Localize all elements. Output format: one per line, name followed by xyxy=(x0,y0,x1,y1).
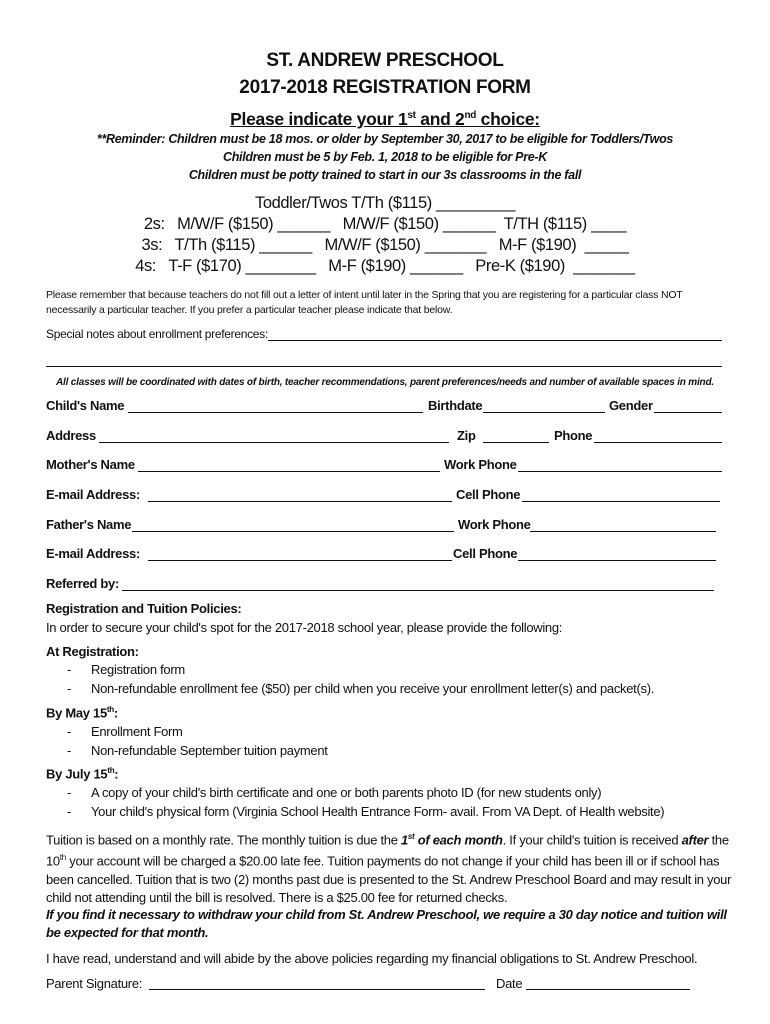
tuition-paragraph: Tuition is based on a monthly rate. The monthly tuition is due the 1st of each month. If your child's tuition is received after the 10th your account will be charged a $20.00 late fee. Tuition payments do not change if your child has been ill or if school has been cancelled. Tuition that is two (2) months past due is presented to the St. Andrew Preschool Board and may result in your child not attending until the bill is resolved. There is a $25.00 fee for returned checks. xyxy=(46,832,732,905)
at-registration-list xyxy=(67,660,654,698)
date-field[interactable] xyxy=(526,989,690,990)
father-email-label: E-mail Address: xyxy=(46,546,140,561)
child-info-row xyxy=(46,398,726,416)
birthdate-label: Birthdate xyxy=(428,398,483,413)
by-may-list xyxy=(67,722,328,760)
mother-name-field[interactable] xyxy=(138,471,440,472)
option-4s[interactable]: 4s: T-F ($170) ________ M-F ($190) ______ Pre-K ($190) _______ xyxy=(135,257,635,275)
list-item: - A copy of your child's birth certificate and one or both parents photo ID (for new students only) xyxy=(67,785,602,800)
phone-field[interactable] xyxy=(594,442,722,443)
address-field[interactable] xyxy=(99,442,449,443)
father-work-phone-field[interactable] xyxy=(530,531,716,532)
policies-heading: Registration and Tuition Policies: xyxy=(46,601,242,616)
father-name-label: Father's Name xyxy=(46,517,132,532)
list-item: - Non-refundable September tuition payment xyxy=(67,743,328,758)
withdraw-notice: If you find it necessary to withdraw your child from St. Andrew Preschool, we require a 30 day notice and tuition will be expected for that month. xyxy=(46,907,727,940)
father-email-row xyxy=(46,546,726,564)
school-name: ST. ANDREW PRESCHOOL xyxy=(266,50,504,71)
parent-signature-label: Parent Signature: xyxy=(46,976,143,991)
parent-signature-field[interactable] xyxy=(149,989,485,990)
father-email-field[interactable] xyxy=(148,560,452,561)
policies-intro: In order to secure your child's spot for the 2017-2018 school year, please provide the following: xyxy=(46,620,563,635)
at-registration-heading: At Registration: xyxy=(46,644,139,659)
child-name-label: Child's Name xyxy=(46,398,125,413)
special-notes-line-2[interactable] xyxy=(46,366,722,367)
list-item: - Non-refundable enrollment fee ($50) per child when you receive your enrollment letter(s) and packet(s). xyxy=(67,681,655,696)
mother-work-phone-field[interactable] xyxy=(518,471,722,472)
father-row xyxy=(46,517,726,535)
special-notes-label: Special notes about enrollment preferences: xyxy=(46,327,268,341)
list-item: - Registration form xyxy=(67,662,185,677)
referred-by-label: Referred by: xyxy=(46,576,119,591)
mother-row xyxy=(46,457,726,475)
all-classes-note: All classes will be coordinated with dates of birth, teacher recommendations, parent preferences/needs and number of available spaces in mind. xyxy=(56,377,714,388)
zip-field[interactable] xyxy=(483,442,549,443)
mother-email-field[interactable] xyxy=(148,501,452,502)
choice-heading: Please indicate your 1st and 2nd choice: xyxy=(230,109,540,129)
mother-email-row xyxy=(46,487,726,505)
child-name-field[interactable] xyxy=(128,412,423,413)
list-item: - Enrollment Form xyxy=(67,724,183,739)
father-cell-phone-label: Cell Phone xyxy=(453,546,518,561)
reminder-age-toddlers: **Reminder: Children must be 18 mos. or older by September 30, 2017 to be eligible for Toddlers/Twos xyxy=(96,132,674,146)
by-july-heading: By July 15th: xyxy=(46,766,119,782)
gender-field[interactable] xyxy=(654,412,722,413)
date-label: Date xyxy=(496,976,523,991)
mother-work-phone-label: Work Phone xyxy=(444,457,517,472)
mother-name-label: Mother's Name xyxy=(46,457,135,472)
reminder-age-prek: Children must be 5 by Feb. 1, 2018 to be eligible for Pre-K xyxy=(222,150,548,164)
mother-cell-phone-label: Cell Phone xyxy=(456,487,521,502)
mother-email-label: E-mail Address: xyxy=(46,487,140,502)
father-work-phone-label: Work Phone xyxy=(458,517,531,532)
special-notes-line-1[interactable] xyxy=(268,340,722,341)
father-cell-phone-field[interactable] xyxy=(518,560,716,561)
referred-row xyxy=(46,576,726,594)
father-name-field[interactable] xyxy=(132,531,454,532)
gender-label: Gender xyxy=(609,398,653,413)
by-july-list xyxy=(67,783,664,821)
form-title: 2017-2018 REGISTRATION FORM xyxy=(239,77,531,98)
zip-label: Zip xyxy=(457,428,476,443)
address-row xyxy=(46,428,726,446)
phone-label: Phone xyxy=(554,428,593,443)
birthdate-field[interactable] xyxy=(483,412,605,413)
abide-statement: I have read, understand and will abide by the above policies regarding my financial obligations to St. Andrew Preschool. xyxy=(46,951,698,966)
mother-cell-phone-field[interactable] xyxy=(522,501,720,502)
address-label: Address xyxy=(46,428,96,443)
reminder-potty: Children must be potty trained to start in our 3s classrooms in the fall xyxy=(188,168,582,182)
option-2s[interactable]: 2s: M/W/F ($150) ______ M/W/F ($150) ______ T/TH ($115) ____ xyxy=(143,215,627,233)
option-toddler-twos[interactable]: Toddler/Twos T/Th ($115) _________ xyxy=(254,194,516,212)
teacher-note: Please remember that because teachers do not fill out a letter of intent until later in the Spring that you are registering for a particular class NOT necessarily a particular teacher. If you prefer a particular teacher please indicate that below. xyxy=(46,289,683,316)
list-item: - Your child's physical form (Virginia School Health Entrance Form- avail. From VA Dept. of Health website) xyxy=(67,804,665,819)
signature-row xyxy=(46,975,726,995)
referred-by-field[interactable] xyxy=(122,590,714,591)
option-3s[interactable]: 3s: T/Th ($115) ______ M/W/F ($150) _______ M-F ($190) _____ xyxy=(141,236,629,254)
by-may-heading: By May 15th: xyxy=(46,705,118,721)
